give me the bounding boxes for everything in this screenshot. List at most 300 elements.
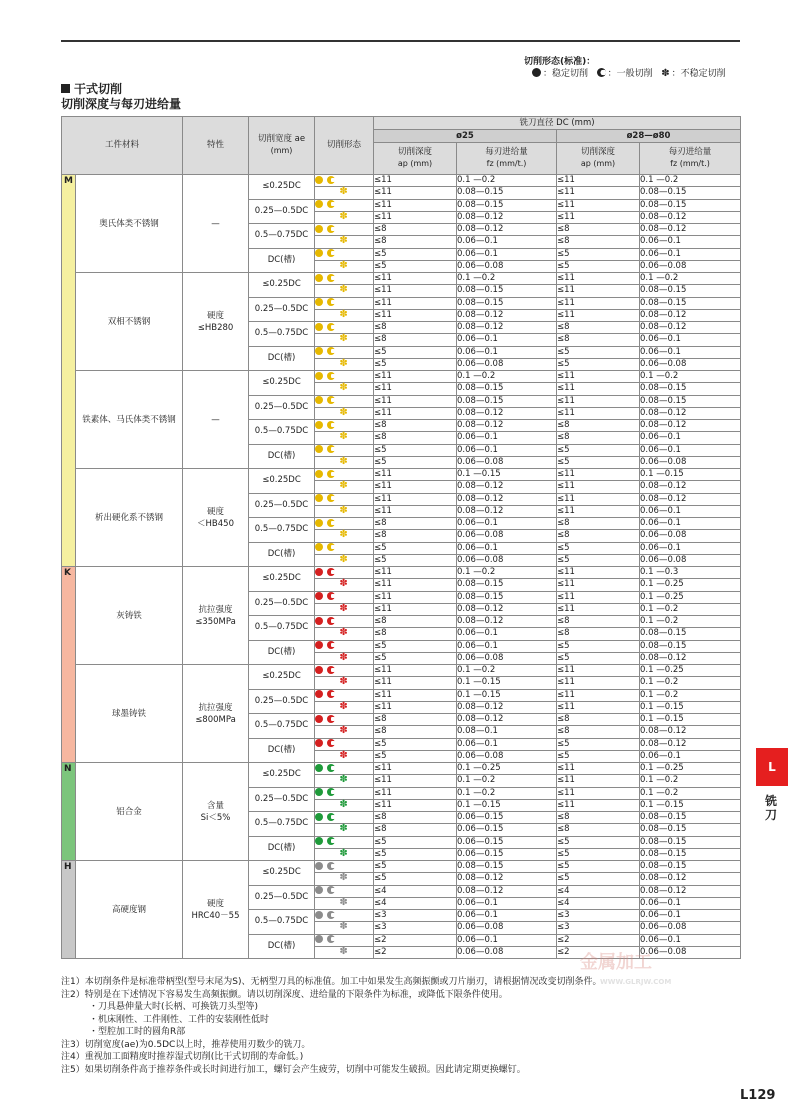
ap-value: ≤8 <box>374 432 457 444</box>
ap-value: ≤11 <box>557 799 640 811</box>
fz-value: 0.08—0.12 <box>457 873 557 885</box>
fz-value: 0.08—0.12 <box>640 738 741 750</box>
side-tab-label: 铣刀 <box>764 794 777 822</box>
ap-value: ≤8 <box>374 334 457 346</box>
fz-value: 0.1 —0.2 <box>457 273 557 285</box>
cutting-form <box>315 530 374 542</box>
unstable-symbol-icon: ✽ <box>339 823 348 835</box>
cutting-form <box>315 260 374 272</box>
ap-value: ≤11 <box>557 297 640 309</box>
ae-label: 0.5—0.75DC <box>249 518 315 543</box>
cutting-form <box>315 199 374 211</box>
cutting-form <box>315 175 374 187</box>
unstable-symbol-icon: ✽ <box>339 749 348 761</box>
fz-value: 0.08—0.12 <box>640 885 741 897</box>
normal-symbol-icon <box>327 641 335 649</box>
fz-value: 0.1 —0.2 <box>640 175 741 187</box>
ap-value: ≤11 <box>374 371 457 383</box>
normal-symbol-icon <box>327 739 335 747</box>
fz-value: 0.1 —0.15 <box>457 689 557 701</box>
ap-value: ≤5 <box>374 358 457 370</box>
ae-label: 0.5—0.75DC <box>249 224 315 249</box>
ap-value: ≤11 <box>557 395 640 407</box>
ap-value: ≤8 <box>557 616 640 628</box>
stable-symbol-icon <box>315 445 323 453</box>
fz-value: 0.06—0.08 <box>640 554 741 566</box>
normal-symbol-icon <box>327 837 335 845</box>
cutting-form <box>315 420 374 432</box>
watermark-logo: 金属加工 WWW.GLRJW.COM <box>580 952 672 986</box>
ap-value: ≤5 <box>374 260 457 272</box>
unstable-symbol-icon: ✽ <box>339 553 348 565</box>
fz-value: 0.1 —0.2 <box>640 371 741 383</box>
unstable-symbol-icon: ✽ <box>339 872 348 884</box>
fz-value: 0.1 —0.2 <box>457 567 557 579</box>
ap-value: ≤11 <box>374 297 457 309</box>
ae-label: DC(槽) <box>249 640 315 665</box>
unstable-symbol-icon: ✽ <box>339 896 348 908</box>
cutting-form <box>315 934 374 946</box>
fz-value: 0.08—0.12 <box>640 873 741 885</box>
fz-value: 0.06—0.1 <box>457 432 557 444</box>
unstable-symbol-icon: ✽ <box>339 578 348 590</box>
fz-value: 0.06—0.1 <box>640 910 741 922</box>
stable-symbol-icon <box>315 764 323 772</box>
cutting-form <box>315 787 374 799</box>
fz-value: 0.1 —0.2 <box>457 775 557 787</box>
fz-value: 0.08—0.12 <box>640 407 741 419</box>
note-2: 注2）特别是在下述情况下容易发生高频振颤。请以切削深度、进给量的下限条件为标准，或降低下限条件使用。 <box>61 989 508 1000</box>
ap-value: ≤11 <box>557 505 640 517</box>
unstable-symbol-icon: ✽ <box>339 945 348 957</box>
ap-value: ≤11 <box>557 383 640 395</box>
square-bullet-icon <box>61 84 70 93</box>
fz-value: 0.08—0.15 <box>640 848 741 860</box>
normal-symbol-icon <box>327 862 335 870</box>
fz-value: 0.08—0.12 <box>457 211 557 223</box>
cutting-form <box>315 897 374 909</box>
normal-symbol-icon <box>327 935 335 943</box>
ae-label: DC(槽) <box>249 542 315 567</box>
ap-value: ≤11 <box>374 199 457 211</box>
material-property: 含量 Si＜5% <box>183 763 249 861</box>
fz-value: 0.06—0.1 <box>640 897 741 909</box>
note-1: 注1）本切削条件是标准带柄型(型号末尾为S)、无柄型刀具的标准值。加工中如果发生高频振颤或刀片崩刃，请根据情况改变切削条件。 <box>61 977 602 987</box>
fz-value: 0.1 —0.25 <box>640 591 741 603</box>
fz-value: 0.06—0.1 <box>457 236 557 248</box>
ap-value: ≤11 <box>374 677 457 689</box>
ap-value: ≤11 <box>557 493 640 505</box>
fz-value: 0.1 —0.2 <box>640 616 741 628</box>
fz-value: 0.08—0.12 <box>457 603 557 615</box>
table-row <box>62 763 741 775</box>
fz-value: 0.08—0.12 <box>640 481 741 493</box>
fz-value: 0.08—0.15 <box>640 836 741 848</box>
ae-label: 0.25—0.5DC <box>249 689 315 714</box>
fz-value: 0.08—0.12 <box>457 701 557 713</box>
cutting-form <box>315 432 374 444</box>
ap-value: ≤2 <box>557 934 640 946</box>
ae-label: 0.25—0.5DC <box>249 395 315 420</box>
ap-value: ≤11 <box>557 567 640 579</box>
normal-symbol-icon <box>327 592 335 600</box>
ap-value: ≤5 <box>374 542 457 554</box>
cutting-form <box>315 285 374 297</box>
fz-value: 0.06—0.08 <box>457 652 557 664</box>
ap-value: ≤11 <box>374 689 457 701</box>
normal-symbol-icon <box>327 813 335 821</box>
ap-value: ≤5 <box>374 444 457 456</box>
note-3: 注3）切削宽度(ae)为0.5DC以上时，推荐使用刃数少的铣刀。 <box>61 1039 311 1050</box>
legend-unstable: ：不稳定切削 <box>671 69 726 79</box>
cutting-form <box>315 591 374 603</box>
ae-label: 0.25—0.5DC <box>249 199 315 224</box>
ap-value: ≤8 <box>374 628 457 640</box>
stable-symbol-icon <box>315 666 323 674</box>
normal-symbol-icon <box>327 494 335 502</box>
fz-value: 0.08—0.15 <box>457 579 557 591</box>
fz-value: 0.06—0.08 <box>640 456 741 468</box>
stable-symbol-icon <box>315 470 323 478</box>
section-title: 干式切削 <box>61 80 122 97</box>
stable-symbol-icon <box>315 641 323 649</box>
fz-value: 0.08—0.15 <box>640 824 741 836</box>
fz-value: 0.08—0.12 <box>457 714 557 726</box>
fz-value: 0.06—0.1 <box>640 934 741 946</box>
fz-value: 0.08—0.15 <box>457 187 557 199</box>
fz-value: 0.06—0.08 <box>640 946 741 958</box>
material-property: — <box>183 371 249 469</box>
cutting-conditions-table <box>61 116 741 959</box>
fz-value: 0.1 —0.15 <box>457 469 557 481</box>
fz-value: 0.08—0.15 <box>640 628 741 640</box>
fz-value: 0.1 —0.15 <box>640 701 741 713</box>
fz-value: 0.08—0.15 <box>640 640 741 652</box>
fz-value: 0.08—0.15 <box>640 395 741 407</box>
cutting-form <box>315 652 374 664</box>
ap-value: ≤5 <box>557 861 640 873</box>
ae-label: DC(槽) <box>249 248 315 273</box>
ae-label: 0.25—0.5DC <box>249 787 315 812</box>
cutting-form <box>315 946 374 958</box>
ap-value: ≤5 <box>557 750 640 762</box>
material-name: 析出硬化系不锈钢 <box>76 469 183 567</box>
fz-value: 0.08—0.15 <box>457 297 557 309</box>
ap-value: ≤8 <box>557 530 640 542</box>
ap-value: ≤11 <box>557 787 640 799</box>
normal-symbol-icon <box>327 274 335 282</box>
cutting-form <box>315 775 374 787</box>
stable-symbol-icon <box>315 543 323 551</box>
unstable-symbol-icon: ✽ <box>339 210 348 222</box>
fz-value: 0.1 —0.15 <box>640 469 741 481</box>
stable-symbol-icon <box>315 347 323 355</box>
cutting-form <box>315 824 374 836</box>
cutting-form <box>315 603 374 615</box>
ap-value: ≤11 <box>557 469 640 481</box>
cutting-form <box>315 334 374 346</box>
fz-value: 0.06—0.1 <box>640 750 741 762</box>
header-ap-1: 切削深度 ap (mm) <box>374 143 457 175</box>
header-fz-2: 每刃进给量 fz (mm/t.) <box>640 143 741 175</box>
fz-value: 0.06—0.08 <box>457 530 557 542</box>
ap-value: ≤11 <box>374 407 457 419</box>
fz-value: 0.06—0.1 <box>457 738 557 750</box>
stable-symbol-icon <box>315 298 323 306</box>
ap-value: ≤2 <box>557 946 640 958</box>
stable-symbol-icon <box>315 323 323 331</box>
ap-value: ≤5 <box>374 456 457 468</box>
legend <box>532 66 726 79</box>
material-name: 铁素体、马氏体类不锈钢 <box>76 371 183 469</box>
unstable-symbol-icon: ✽ <box>339 529 348 541</box>
normal-symbol-icon <box>327 666 335 674</box>
ap-value: ≤8 <box>374 714 457 726</box>
fz-value: 0.08—0.12 <box>640 322 741 334</box>
ap-value: ≤8 <box>374 616 457 628</box>
fz-value: 0.08—0.12 <box>457 493 557 505</box>
unstable-symbol-icon: ✽ <box>339 798 348 810</box>
cutting-form <box>315 885 374 897</box>
ap-value: ≤5 <box>374 873 457 885</box>
ap-value: ≤8 <box>557 628 640 640</box>
fz-value: 0.08—0.12 <box>457 505 557 517</box>
note-4: 注4）重视加工面精度时推荐湿式切削(比干式切削的寿命低。) <box>61 1052 304 1062</box>
ap-value: ≤2 <box>374 934 457 946</box>
table-row <box>62 175 741 187</box>
unstable-symbol-icon: ✽ <box>339 259 348 271</box>
section-subtitle: 切削深度与每刃进给量 <box>61 97 182 111</box>
fz-value: 0.1 —0.15 <box>640 799 741 811</box>
fz-value: 0.06—0.08 <box>457 750 557 762</box>
cutting-form <box>315 701 374 713</box>
header-dc: 铣刀直径 DC (mm) <box>374 117 741 130</box>
ap-value: ≤3 <box>557 910 640 922</box>
cutting-form <box>315 738 374 750</box>
ae-label: ≤0.25DC <box>249 665 315 690</box>
fz-value: 0.1 —0.3 <box>640 567 741 579</box>
fz-value: 0.06—0.08 <box>640 922 741 934</box>
ap-value: ≤11 <box>557 309 640 321</box>
ap-value: ≤11 <box>374 395 457 407</box>
fz-value: 0.1 —0.2 <box>640 689 741 701</box>
ap-value: ≤11 <box>374 567 457 579</box>
ap-value: ≤5 <box>374 738 457 750</box>
ap-value: ≤11 <box>557 175 640 187</box>
ae-label: DC(槽) <box>249 346 315 371</box>
stable-symbol-icon <box>315 690 323 698</box>
header-d2: ø28—ø80 <box>557 130 741 143</box>
fz-value: 0.08—0.12 <box>457 224 557 236</box>
fz-value: 0.08—0.12 <box>640 224 741 236</box>
fz-value: 0.08—0.12 <box>457 420 557 432</box>
cutting-form <box>315 750 374 762</box>
fz-value: 0.06—0.1 <box>457 444 557 456</box>
cutting-form <box>315 456 374 468</box>
ae-label: ≤0.25DC <box>249 273 315 298</box>
stable-symbol-icon <box>315 225 323 233</box>
normal-symbol-icon <box>327 911 335 919</box>
ap-value: ≤11 <box>374 775 457 787</box>
stable-symbol-icon <box>315 617 323 625</box>
fz-value: 0.06—0.15 <box>457 836 557 848</box>
fz-value: 0.1 —0.2 <box>457 665 557 677</box>
cutting-form <box>315 371 374 383</box>
ap-value: ≤11 <box>374 493 457 505</box>
ap-value: ≤5 <box>557 358 640 370</box>
fz-value: 0.1 —0.2 <box>640 677 741 689</box>
table-row <box>62 665 741 677</box>
cutting-form <box>315 224 374 236</box>
fz-value: 0.06—0.08 <box>457 554 557 566</box>
fz-value: 0.08—0.15 <box>640 383 741 395</box>
ap-value: ≤11 <box>557 689 640 701</box>
ap-value: ≤5 <box>557 836 640 848</box>
ap-value: ≤8 <box>374 420 457 432</box>
ap-value: ≤8 <box>557 236 640 248</box>
ae-label: 0.5—0.75DC <box>249 910 315 935</box>
cutting-form <box>315 799 374 811</box>
ap-value: ≤8 <box>374 530 457 542</box>
ae-label: 0.5—0.75DC <box>249 812 315 837</box>
normal-symbol-icon <box>327 715 335 723</box>
ap-value: ≤11 <box>557 677 640 689</box>
stable-symbol-icon <box>315 837 323 845</box>
ae-label: 0.5—0.75DC <box>249 616 315 641</box>
ap-value: ≤11 <box>557 603 640 615</box>
fz-value: 0.1 —0.15 <box>457 677 557 689</box>
ap-value: ≤3 <box>557 922 640 934</box>
fz-value: 0.06—0.08 <box>457 946 557 958</box>
ap-value: ≤5 <box>557 248 640 260</box>
ap-value: ≤5 <box>557 873 640 885</box>
material-name: 球墨铸铁 <box>76 665 183 763</box>
cutting-form <box>315 407 374 419</box>
top-rule <box>61 40 740 42</box>
stable-symbol-icon <box>315 568 323 576</box>
ap-value: ≤11 <box>374 383 457 395</box>
cutting-form <box>315 297 374 309</box>
ap-value: ≤5 <box>557 346 640 358</box>
fz-value: 0.1 —0.25 <box>640 579 741 591</box>
note-2-item-1: ・刀具悬伸量大时(长柄、可换铣刀头型等) <box>89 1002 259 1012</box>
ap-value: ≤11 <box>374 309 457 321</box>
group-letter-N: N <box>62 763 76 861</box>
fz-value: 0.06—0.08 <box>640 260 741 272</box>
fz-value: 0.06—0.1 <box>640 432 741 444</box>
ap-value: ≤11 <box>557 775 640 787</box>
fz-value: 0.06—0.1 <box>457 542 557 554</box>
ae-label: ≤0.25DC <box>249 371 315 396</box>
ap-value: ≤8 <box>557 518 640 530</box>
ap-value: ≤8 <box>374 236 457 248</box>
table-row <box>62 469 741 481</box>
normal-symbol-icon <box>327 225 335 233</box>
unstable-symbol-icon: ✽ <box>339 308 348 320</box>
ae-label: 0.25—0.5DC <box>249 493 315 518</box>
ap-value: ≤5 <box>374 750 457 762</box>
stable-symbol-icon <box>315 200 323 208</box>
ap-value: ≤11 <box>374 579 457 591</box>
unstable-symbol-icon: ✽ <box>339 357 348 369</box>
side-tab-letter[interactable]: L <box>756 748 788 786</box>
ap-value: ≤11 <box>374 175 457 187</box>
cutting-form <box>315 836 374 848</box>
cutting-form <box>315 481 374 493</box>
cutting-form <box>315 469 374 481</box>
stable-symbol-icon <box>315 421 323 429</box>
unstable-symbol-icon: ✽ <box>339 406 348 418</box>
ap-value: ≤2 <box>374 946 457 958</box>
legend-normal: ：一般切削 <box>607 69 653 79</box>
ae-label: ≤0.25DC <box>249 861 315 886</box>
unstable-symbol-icon: ✽ <box>339 504 348 516</box>
fz-value: 0.08—0.15 <box>457 395 557 407</box>
stable-symbol-icon <box>315 519 323 527</box>
table-row <box>62 861 741 873</box>
unstable-symbol-icon: ✽ <box>339 186 348 198</box>
fz-value: 0.06—0.1 <box>457 934 557 946</box>
fz-value: 0.1 —0.2 <box>457 371 557 383</box>
stable-symbol-icon <box>315 396 323 404</box>
stable-symbol-icon <box>315 274 323 282</box>
fz-value: 0.06—0.1 <box>640 334 741 346</box>
cutting-form <box>315 677 374 689</box>
fz-value: 0.1 —0.25 <box>640 763 741 775</box>
header-ap-2: 切削深度 ap (mm) <box>557 143 640 175</box>
ae-label: 0.5—0.75DC <box>249 420 315 445</box>
ap-value: ≤8 <box>374 224 457 236</box>
group-letter-K: K <box>62 567 76 763</box>
ap-value: ≤8 <box>374 824 457 836</box>
fz-value: 0.1 —0.2 <box>640 775 741 787</box>
ap-value: ≤8 <box>557 812 640 824</box>
ap-value: ≤11 <box>374 187 457 199</box>
unstable-symbol-icon: ✽ <box>339 480 348 492</box>
legend-stable: ：稳定切削 <box>543 69 589 79</box>
ap-value: ≤8 <box>557 726 640 738</box>
cutting-form <box>315 505 374 517</box>
ap-value: ≤4 <box>557 897 640 909</box>
ap-value: ≤11 <box>557 763 640 775</box>
fz-value: 0.06—0.1 <box>457 628 557 640</box>
cutting-form <box>315 848 374 860</box>
ae-label: DC(槽) <box>249 444 315 469</box>
ap-value: ≤11 <box>557 407 640 419</box>
cutting-form <box>315 322 374 334</box>
cutting-form <box>315 493 374 505</box>
ap-value: ≤5 <box>374 346 457 358</box>
ap-value: ≤5 <box>557 848 640 860</box>
normal-symbol-icon <box>327 764 335 772</box>
cutting-form <box>315 187 374 199</box>
normal-symbol-icon <box>327 372 335 380</box>
stable-symbol-icon <box>315 788 323 796</box>
fz-value: 0.08—0.12 <box>640 211 741 223</box>
fz-value: 0.08—0.12 <box>640 493 741 505</box>
unstable-symbol-icon: ✽ <box>339 455 348 467</box>
cutting-form <box>315 910 374 922</box>
material-property: — <box>183 175 249 273</box>
fz-value: 0.06—0.1 <box>457 640 557 652</box>
normal-symbol-icon <box>327 323 335 331</box>
fz-value: 0.06—0.1 <box>640 542 741 554</box>
ae-label: DC(槽) <box>249 836 315 861</box>
fz-value: 0.1 —0.15 <box>640 714 741 726</box>
unstable-symbol-icon: ✽ <box>339 651 348 663</box>
header-fz-1: 每刃进给量 fz (mm/t.) <box>457 143 557 175</box>
ap-value: ≤5 <box>374 554 457 566</box>
